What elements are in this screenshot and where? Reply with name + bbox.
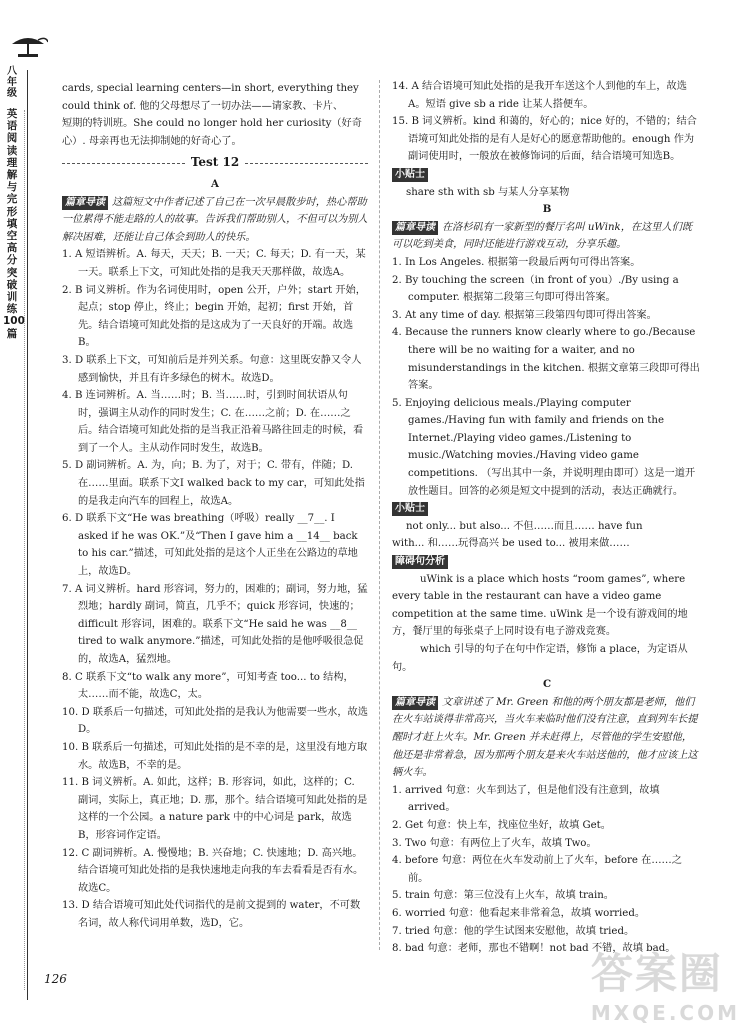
answer-item: 2. B 词义辨析。作为名词使用时，open 公开，户外；start 开始，起点；stop 停止，终止；begin 开始，起初；first 开始，首先。结合语境可知此处指的是这成为了一天良好的开端。故选B。 (62, 284, 366, 349)
series-title: 英语阅读理解与完形填空高分突破训练100篇 (3, 108, 25, 340)
carry-line: cards, special learning centers—in short, everything they (62, 83, 359, 94)
sentence-note: which 引导的句子在句中作定语，修饰 a place，为定语从句。 (392, 644, 688, 673)
test-header (62, 154, 368, 172)
guide-tag: 篇章导读 (392, 696, 438, 710)
section-b-label: B (542, 203, 552, 216)
answer-item: 4. before 句意：两位在火车发动前上了火车，before 在……之前。 (392, 855, 682, 884)
answer-item: 15. B 词义辨析。kind 和蔼的，好心的；nice 好的，不错的；结合语境可知此处指的是有人是好心的愿意帮助他的。enough 作为副词使用时，一般放在被修饰词的后面，结合语境可知选B。 (392, 116, 697, 163)
answer-item: 1. arrived 句意：火车到达了，但是他们没有注意到，故填 arrived。 (392, 784, 660, 814)
answer-item: 1. A 短语辨析。A. 每天，天天；B. 一天；C. 每天；D. 有一天，某一天。联系上下文，可知此处指的是我天天那样做，故选A。 (62, 249, 366, 278)
carry-line: 心）. 母亲再也无法抑制她的好奇心了。 (62, 135, 242, 147)
answer-item: 8. C 联系下文“to walk any more”，可知考查 too... to 结构，太……而不能，故选C，太。 (62, 671, 354, 701)
guide-tag: 篇章导读 (62, 196, 108, 210)
sentence-text: uWink is a place which hosts “room games”, where every table in the restaurant can have a video game competition at the same time. uWink 是一个设有游戏间的地方，餐厅里的每张桌子上同时设有电子游戏竞赛。 (392, 573, 688, 638)
answer-item: 5. Enjoying delicious meals./Playing computer games./Having fun with family and friends on the Internet./Playing video games./Listening to music./Watching movies./Having video game competitions. （写出其中一条，并说明理由即可）这是一道开放性题目。回答的必须是短文中提到的活动，表达正确就行。 (392, 397, 696, 497)
carry-line: 短期的特训班。She could no longer hold her curiosity（好奇 (62, 118, 362, 130)
tip-tag: 小贴士 (392, 502, 428, 516)
answer-item: 11. B 词义辨析。A. 如此，这样；B. 形容词，如此，这样的；C. 副词，实际上，真正地；D. 那，那个。结合语境可知此处指的是这样的一个公园。a nature park 中的中心词是 park，故选B，形容词作定语。 (62, 777, 368, 841)
tip-text: not only... but also... 不但……而且…… have fun (406, 520, 643, 532)
answer-item: 2. By touching the screen（in front of you）./By using a computer. 根据第二段第三句即可得出答案。 (392, 274, 679, 304)
answer-item: 5. D 副词辨析。A. 为，向；B. 为了，对于；C. 带有，伴随；D. 在……里面。联系下文I walked back to my car，可知此处指的是我走向汽车的回程上，故选A。 (62, 460, 365, 507)
left-column (62, 80, 368, 933)
tip-box (392, 500, 702, 518)
answer-item: 2. Get 句意：快上车，找座位坐好，故填 Get。 (392, 819, 611, 831)
answer-item: 3. Two 句意：有两位上了火车，故填 Two。 (392, 837, 597, 849)
answer-item: 14. A 结合语境可知此处指的是我开车送这个人到他的车上，故选A。短语 give sb a ride 让某人搭便车。 (392, 81, 687, 110)
tip-tag: 小贴士 (392, 168, 428, 182)
section-a-label: A (211, 177, 219, 190)
answer-item: 3. D 联系上下文，可知前后是并列关系。句意：这里既安静又令人感到愉快，并且有许多绿色的树木。故选D。 (62, 354, 362, 384)
column-divider (379, 80, 380, 950)
answer-item: 10. D 联系后一句描述，可知此处指的是我认为他需要一些水，故选D。 (62, 706, 368, 736)
carry-line: could think of. 他的父母想尽了一切办法——请家教、卡片、 (62, 100, 344, 112)
page-number: 126 (44, 972, 67, 986)
answer-item: 12. C 副词辨析。A. 慢慢地；B. 兴奋地；C. 快速地；D. 高兴地。结合语境可知此处指的是我快速地走向我的车去看看是否有水。故选C。 (62, 847, 364, 894)
answer-item: 5. train 句意：第三位没有上火车，故填 train。 (392, 890, 614, 902)
answer-item: 6. worried 句意：他看起来非常着急，故填 worried。 (392, 907, 646, 919)
answer-item: 1. In Los Angeles. 根据第一段最后两句可得出答案。 (392, 256, 641, 268)
guide-c: 篇章导读 文章讲述了 Mr. Green 和他的两个朋友都是老师，他们在火车站谈得非常高兴，当火车来临时他们没有注意，直到列车长提醒时才赶上火车。Mr. Green 并未赶得上，尽管他的学生安慰他，他还是非常着急，因为那两个朋友是来火车站送他的，他才应该上这辆火车。 (392, 696, 698, 779)
guide-tag: 篇章导读 (392, 221, 438, 235)
right-column (392, 78, 702, 958)
watermark-line2: MXQE.COM (590, 1001, 740, 1025)
tip-text: with... 和……玩得高兴 be used to... 被用来做…… (392, 538, 630, 550)
answer-item: 7. tried 句意：他的学生试图来安慰他，故填 tried。 (392, 925, 635, 937)
guide-a: 篇章导读 这篇短文中作者记述了自己在一次早晨散步时，热心帮助一位累得不能走路的人的故事。告诉我们帮助别人，不但可以为别人解决困难，还能让自己体会到助人的快乐。 (62, 196, 368, 243)
guide-b: 篇章导读 在洛杉矶有一家新型的餐厅名叫 uWink，在这里人们既可以吃到美食，同时还能进行游戏互动，分享乐趣。 (392, 221, 693, 251)
watermark (591, 941, 740, 1025)
grade-label: 八年级 (7, 66, 17, 99)
watermark-line1: 答案圈 (590, 949, 723, 998)
answer-item: 10. B 联系后一句描述，可知此处指的是不幸的是，这里没有地方取水。故选B，不幸的是。 (62, 741, 368, 771)
answer-item: 3. At any time of day. 根据第三段第四句即可得出答案。 (392, 309, 657, 321)
answer-item: 6. D 联系下文“He was breathing（呼吸）really __7__. I asked if he was OK.”及“Then I gave him a __14__ back to his car.”描述，可知此处指的是这个人正坐在公路边的草地上，故选D。 (62, 513, 358, 578)
carry-over-text (62, 80, 368, 150)
spine-divider (27, 70, 28, 1000)
answer-item: 8. bad 句意：老师，那也不错啊！not bad 不错，故填 bad。 (392, 943, 676, 955)
test-title: Test 12 (190, 155, 240, 170)
answer-item: 13. D 结合语境可知此处代词指代的是前文提到的 water，不可数名词，故人称代词用单数，选D，它。 (62, 900, 361, 929)
dotted-margin (24, 110, 25, 990)
sentence-box (392, 553, 702, 571)
book-spine (0, 0, 26, 1031)
answer-item: 4. B 连词辨析。A. 当……时；B. 当……时，引到时间状语从句时，强调主从动作的同时发生；C. 在……之前；D. 在……之后。结合语境可知此处指的是当我正沿着马路往回走的时候，看到了一个人。主从动作同时发生，故选B。 (62, 390, 364, 454)
tip-box (392, 166, 702, 184)
answer-item: 7. A 词义辨析。hard 形容词，努力的，困难的；副词，努力地，猛烈地；hardly 副词，简直，几乎不；quick 形容词，快速的；difficult 形容词，困难的。联系下文“He said he was __8__ tired to walk anymore.”描述，可知此处指的是他呼吸很急促的，故选A，猛烈地。 (62, 583, 368, 665)
tip-text: share sth with sb 与某人分享某物 (406, 186, 570, 198)
lamp-logo-icon (8, 32, 48, 60)
answer-item: 4. Because the runners know clearly where to go./Because there will be no waiting for a waiter, and no misunderstandings in the kitchen. 根据文章第三段即可得出答案。 (392, 327, 700, 392)
sentence-tag: 障碍句分析 (392, 555, 448, 569)
section-c-label: C (542, 678, 552, 691)
